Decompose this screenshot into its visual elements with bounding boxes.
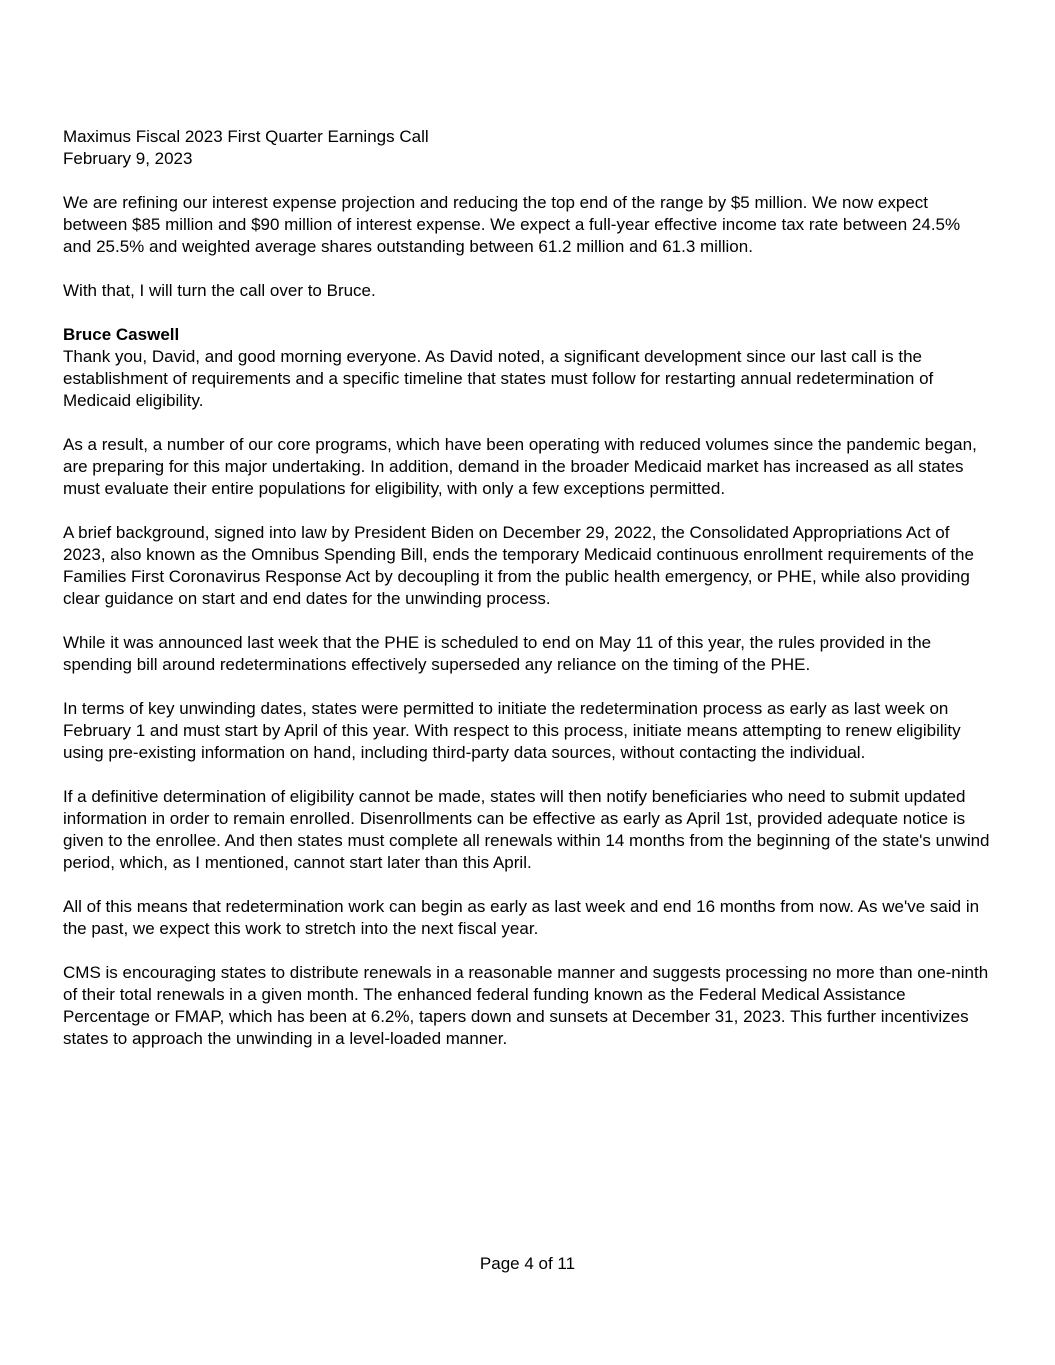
paragraph-bruce-intro: Thank you, David, and good morning everyone. As David noted, a significant development since our last call is the establishment of requirements and a specific timeline that states must follow for restarting annual redetermination of Medicaid eligibility. <box>63 347 934 410</box>
paragraph-handoff-to-bruce: With that, I will turn the call over to Bruce. <box>63 281 376 300</box>
document-title: Maximus Fiscal 2023 First Quarter Earnings Call <box>63 127 429 146</box>
document-header <box>63 126 991 170</box>
paragraph-cms-fmap: CMS is encouraging states to distribute renewals in a reasonable manner and suggests processing no more than one-ninth of their total renewals in a given month. The enhanced federal funding known as the Federal Medical Assistance Percentage or FMAP, which has been at 6.2%, tapers down and sunsets at December 31, 2023. This further incentivizes states to approach the unwinding in a level-loaded manner. <box>63 963 989 1048</box>
paragraph-interest-expense-guidance: We are refining our interest expense projection and reducing the top end of the range by $5 million. We now expect between $85 million and $90 million of interest expense. We expect a full-year effective income tax rate between 24.5% and 25.5% and weighted average shares outstanding between 61.2 million and 61.3 million. <box>63 193 961 256</box>
paragraph-redetermination-window: All of this means that redetermination work can begin as early as last week and end 16 months from now. As we've said in the past, we expect this work to stretch into the next fiscal year. <box>63 897 980 938</box>
paragraph-unwinding-dates: In terms of key unwinding dates, states were permitted to initiate the redetermination process as early as last week on February 1 and must start by April of this year. With respect to this process, initiate means attempting to renew eligibility using pre-existing information on hand, including third-party data sources, without contacting the individual. <box>63 699 961 762</box>
paragraph-disenrollments: If a definitive determination of eligibility cannot be made, states will then notify beneficiaries who need to submit updated information in order to remain enrolled. Disenrollments can be effective as early as April 1st, provided adequate notice is given to the enrollee. And then states must complete all renewals within 14 months from the beginning of the state's unwind period, which, as I mentioned, cannot start later than this April. <box>63 787 990 872</box>
paragraph-core-programs: As a result, a number of our core programs, which have been operating with reduced volumes since the pandemic began, are preparing for this major undertaking. In addition, demand in the broader Medicaid market has increased as all states must evaluate their entire populations for eligibility, with only a few exceptions permitted. <box>63 435 977 498</box>
document-date: February 9, 2023 <box>63 149 193 168</box>
page-footer: Page 4 of 11 <box>479 1254 576 1273</box>
paragraph-background-omnibus: A brief background, signed into law by President Biden on December 29, 2022, the Consolidated Appropriations Act of 2023, also known as the Omnibus Spending Bill, ends the temporary Medicaid continuous enrollment requirements of the Families First Coronavirus Response Act by decoupling it from the public health emergency, or PHE, while also providing clear guidance on start and end dates for the unwinding process. <box>63 523 974 608</box>
paragraph-phe-timing: While it was announced last week that the PHE is scheduled to end on May 11 of this year, the rules provided in the spending bill around redeterminations effectively superseded any reliance on the timing of the PHE. <box>63 633 932 674</box>
document-content <box>63 126 991 1050</box>
speaker-name: Bruce Caswell <box>63 325 180 344</box>
